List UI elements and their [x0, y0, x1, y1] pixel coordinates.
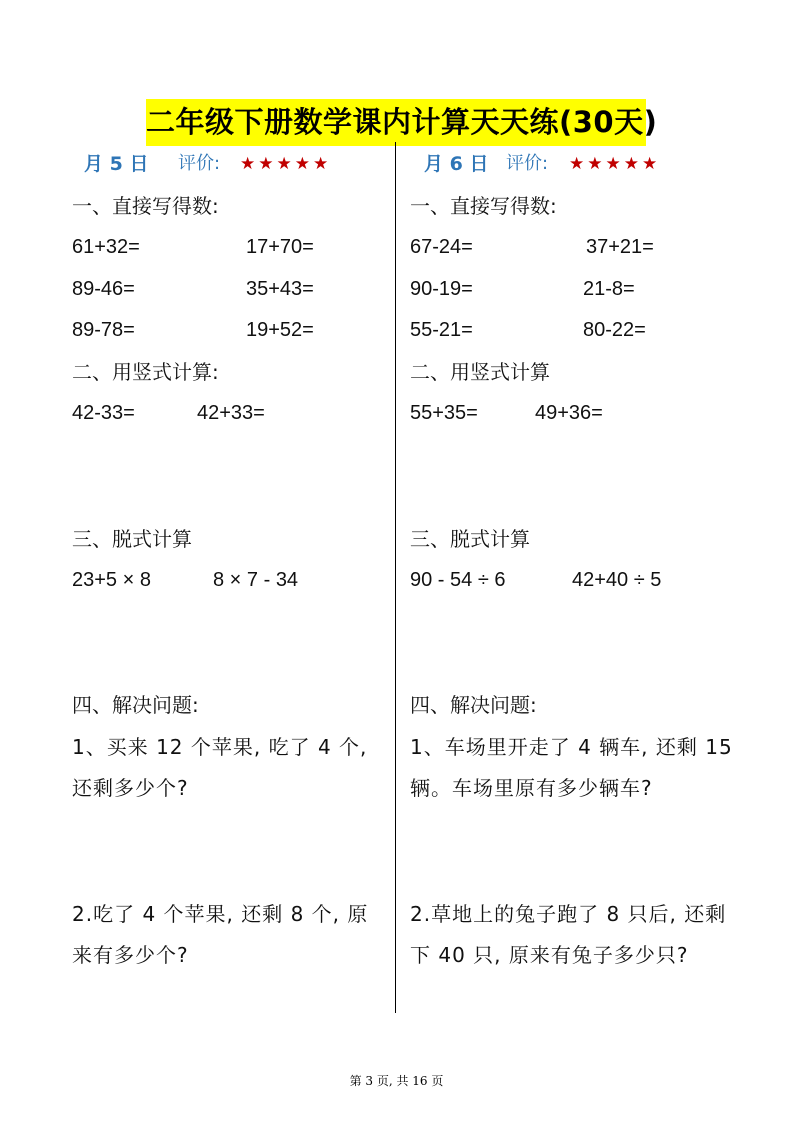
direct-equation: 61+32= [72, 236, 140, 258]
direct-equation: 21-8= [583, 278, 635, 300]
section-stepwise-title: 三、脱式计算 [72, 527, 192, 551]
section-direct-title: 一、直接写得数: [72, 194, 219, 218]
word-problem-line: 2.吃了 4 个苹果, 还剩 8 个, 原 [72, 902, 369, 926]
section-direct-title: 一、直接写得数: [410, 194, 557, 218]
section-vertical-title: 二、用竖式计算 [410, 360, 550, 384]
section-problems-title: 四、解决问题: [72, 693, 199, 717]
direct-equation: 67-24= [410, 236, 473, 258]
rating-stars: ★★★★★ [240, 154, 332, 174]
rating-stars: ★★★★★ [569, 154, 661, 174]
direct-equation: 80-22= [583, 319, 646, 341]
vertical-equation: 42+33= [197, 402, 265, 424]
day-date: 月 5 日 [84, 153, 149, 175]
stepwise-expression: 23+5 × 8 [72, 569, 151, 591]
worksheet-title: 二年级下册数学课内计算天天练(30天) [146, 99, 646, 146]
word-problem-line: 1、买来 12 个苹果, 吃了 4 个, [72, 735, 368, 759]
word-problem-line: 辆。车场里原有多少辆车? [410, 776, 653, 800]
day-date: 月 6 日 [424, 153, 489, 175]
word-problem-line: 来有多少个? [72, 943, 189, 967]
section-problems-title: 四、解决问题: [410, 693, 537, 717]
word-problem-line: 1、车场里开走了 4 辆车, 还剩 15 [410, 735, 733, 759]
stepwise-expression: 42+40 ÷ 5 [572, 569, 662, 591]
day-column-right [340, 0, 733, 1122]
word-problem-line: 还剩多少个? [72, 776, 189, 800]
stepwise-expression: 90 - 54 ÷ 6 [410, 569, 506, 591]
direct-equation: 37+21= [586, 236, 654, 258]
vertical-equation: 42-33= [72, 402, 135, 424]
vertical-equation: 49+36= [535, 402, 603, 424]
direct-equation: 90-19= [410, 278, 473, 300]
word-problem-line: 2.草地上的兔子跑了 8 只后, 还剩 [410, 902, 727, 926]
direct-equation: 89-46= [72, 278, 135, 300]
section-stepwise-title: 三、脱式计算 [410, 527, 530, 551]
direct-equation: 89-78= [72, 319, 135, 341]
evaluation-label: 评价: [506, 153, 549, 174]
direct-equation: 17+70= [246, 236, 314, 258]
direct-equation: 35+43= [246, 278, 314, 300]
direct-equation: 55-21= [410, 319, 473, 341]
direct-equation: 19+52= [246, 319, 314, 341]
evaluation-label: 评价: [178, 153, 221, 174]
section-vertical-title: 二、用竖式计算: [72, 360, 219, 384]
word-problem-line: 下 40 只, 原来有兔子多少只? [410, 943, 689, 967]
day-column-left [0, 0, 369, 1122]
page-footer: 第 3 页, 共 16 页 [349, 1074, 444, 1088]
stepwise-expression: 8 × 7 - 34 [213, 569, 299, 591]
vertical-equation: 55+35= [410, 402, 478, 424]
